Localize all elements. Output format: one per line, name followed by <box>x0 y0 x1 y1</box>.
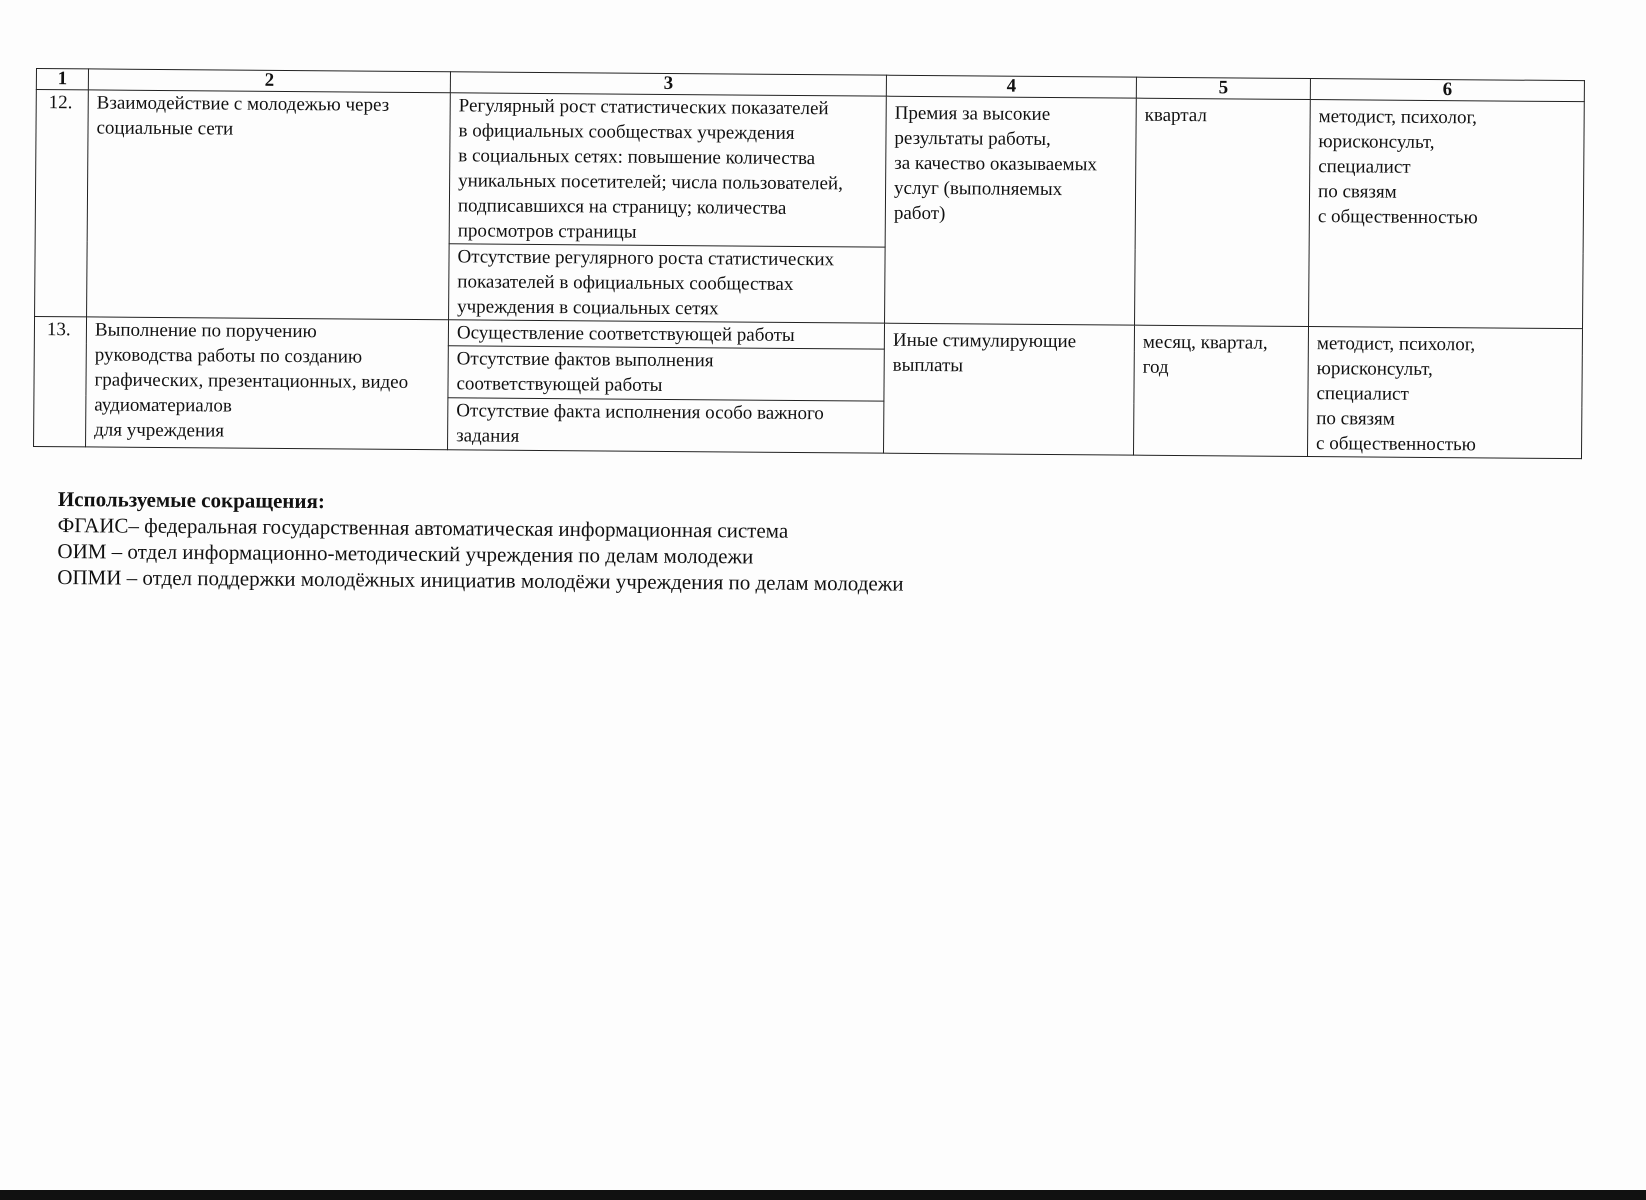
abbreviation-item: ОПМИ – отдел поддержки молодёжных инициатив молодёжи учреждения по делам молодежи <box>57 564 904 596</box>
column-header-1: 1 <box>36 69 88 90</box>
criteria-table-wrapper <box>33 68 1584 459</box>
criteria-table <box>33 68 1585 459</box>
table-row <box>35 90 1584 253</box>
row-number: 13. <box>34 316 87 446</box>
indicator-cell: Выполнение по поручению руководства работы по созданию графических, презентационных, видео аудиоматериалов для учреждения <box>86 317 449 450</box>
abbreviations-section <box>57 486 1158 599</box>
column-header-4: 4 <box>886 75 1136 98</box>
positions-cell: методист, психолог, юрисконсульт, специалист по связям с общественностью <box>1307 327 1582 459</box>
periodicity-cell: квартал <box>1135 98 1311 326</box>
row-number: 12. <box>35 90 89 317</box>
abbreviation-item: ОИМ – отдел информационно-методический учреждения по делам молодежи <box>57 538 754 569</box>
column-header-3: 3 <box>450 72 886 96</box>
indicator-cell: Взаимодействие с молодежью через социальные сети <box>87 90 451 320</box>
scan-bottom-edge <box>0 1190 1646 1200</box>
column-header-2: 2 <box>88 69 450 93</box>
criterion-cell: Отсутствие фактов выполнения соответствующей работы <box>448 346 884 401</box>
abbreviations-heading: Используемые сокращения: <box>57 486 325 514</box>
criterion-cell: Отсутствие факта исполнения особо важного задания <box>448 398 884 453</box>
criterion-cell: Отсутствие регулярного роста статистических показателей в официальных сообществах учреждения в социальных сетях <box>449 244 886 323</box>
criterion-cell: Регулярный рост статистических показателей в официальных сообществах учреждения в социальных сетях: повышение количества уникальных посетителей; числа пользователей, подписавшихся на страницу; количества просмотров страницы <box>449 93 886 247</box>
column-header-6: 6 <box>1310 79 1584 102</box>
payment-type-cell: Премия за высокие результаты работы, за качество оказываемых услуг (выполняемых работ) <box>885 96 1137 325</box>
criterion-cell: Осуществление соответствующей работы <box>448 320 884 350</box>
abbreviation-item: ФГАИС– федеральная государственная автоматическая информационная система <box>57 512 789 543</box>
column-header-5: 5 <box>1136 77 1310 99</box>
positions-cell: методист, психолог, юрисконсульт, специалист по связям с общественностью <box>1309 100 1585 329</box>
payment-type-cell: Иные стимулирующие выплаты <box>884 323 1135 455</box>
periodicity-cell: месяц, квартал, год <box>1133 325 1308 456</box>
